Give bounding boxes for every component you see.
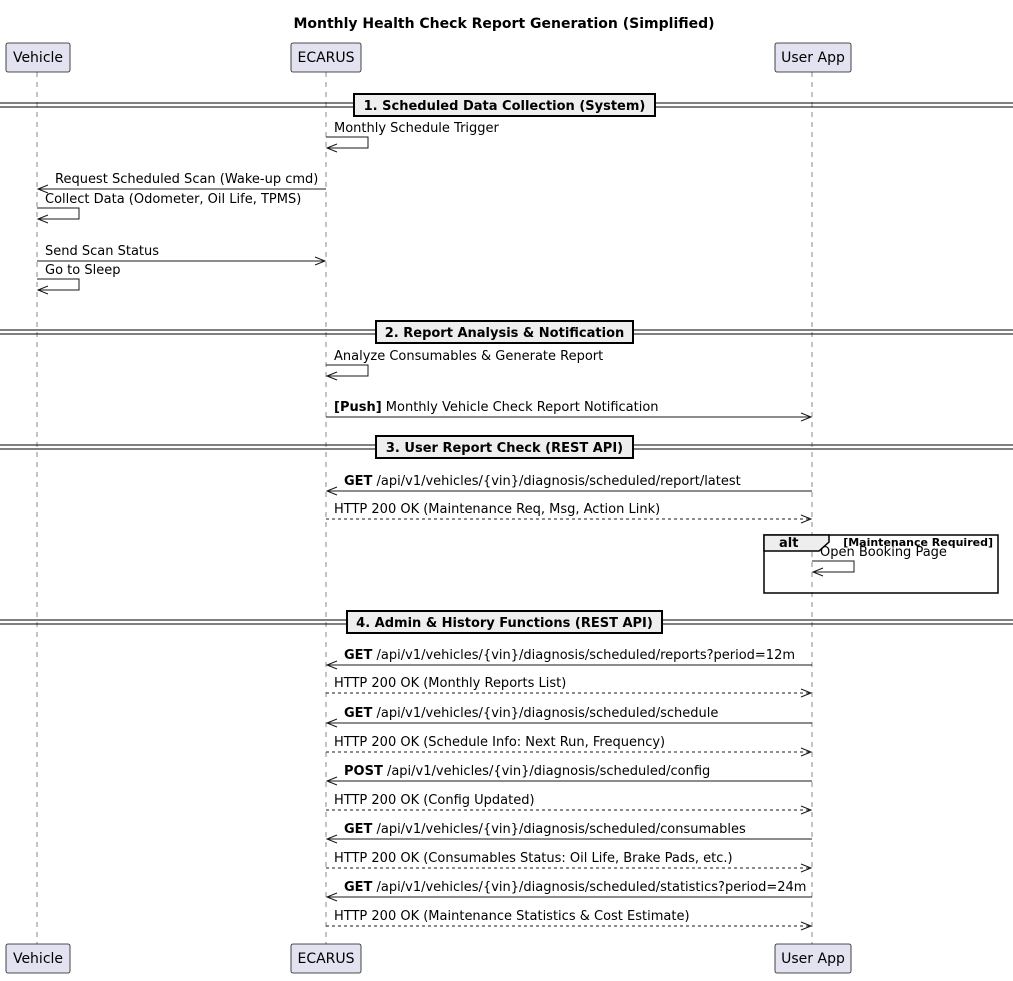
participant-label: User App xyxy=(781,50,845,66)
message-label xyxy=(820,545,947,560)
message-text: Analyze Consumables & Generate Report xyxy=(334,349,604,364)
alt-keyword: alt xyxy=(779,536,799,551)
message-text: Go to Sleep xyxy=(45,263,121,278)
message-label xyxy=(55,172,318,187)
section-label: 1. Scheduled Data Collection (System) xyxy=(363,99,646,114)
message-13 xyxy=(327,706,812,727)
message-label xyxy=(334,851,733,866)
message-label xyxy=(344,764,710,779)
message-text: /api/v1/vehicles/{vin}/diagnosis/scheduled/report/latest xyxy=(372,474,741,489)
alt-fragment xyxy=(764,535,998,593)
message-label xyxy=(334,349,603,364)
message-label xyxy=(45,263,120,278)
message-method: GET xyxy=(344,822,373,837)
alt-condition: [Maintenance Required] xyxy=(843,536,993,549)
message-label xyxy=(344,706,718,721)
message-16 xyxy=(326,793,811,814)
message-text: Request Scheduled Scan (Wake-up cmd) xyxy=(55,172,319,187)
message-text: Open Booking Page xyxy=(820,545,947,560)
participant-label: Vehicle xyxy=(12,951,64,967)
diagram-title: Monthly Health Check Report Generation (Simplified) xyxy=(293,16,715,32)
participant-userapp-bottom xyxy=(775,944,851,973)
message-text: Send Scan Status xyxy=(45,244,160,259)
message-text: HTTP 200 OK (Schedule Info: Next Run, Frequency) xyxy=(334,735,666,750)
participant-userapp-top xyxy=(775,43,851,72)
participant-label: ECARUS xyxy=(297,951,355,967)
message-3 xyxy=(37,192,301,223)
message-label xyxy=(334,400,659,415)
section-divider-4 xyxy=(0,611,1013,633)
message-method: GET xyxy=(344,648,373,663)
message-text: /api/v1/vehicles/{vin}/diagnosis/scheduled/config xyxy=(382,764,711,779)
participant-label: User App xyxy=(781,951,845,967)
section-divider-3 xyxy=(0,436,1013,458)
message-text: /api/v1/vehicles/{vin}/diagnosis/scheduled/statistics?period=24m xyxy=(372,880,807,895)
message-14 xyxy=(326,735,811,756)
message-9 xyxy=(326,502,811,523)
message-label xyxy=(334,502,660,517)
message-label xyxy=(344,474,741,489)
message-text: Monthly Schedule Trigger xyxy=(334,121,499,136)
message-17 xyxy=(327,822,812,843)
message-method: GET xyxy=(344,706,373,721)
message-label xyxy=(344,822,746,837)
message-text: HTTP 200 OK (Config Updated) xyxy=(334,793,535,808)
message-label xyxy=(334,676,566,691)
message-method: GET xyxy=(344,880,373,895)
participant-label: Vehicle xyxy=(12,50,64,66)
message-label xyxy=(45,192,301,207)
message-text: /api/v1/vehicles/{vin}/diagnosis/scheduled/schedule xyxy=(372,706,719,721)
participant-ecarus-bottom xyxy=(291,944,361,973)
message-label xyxy=(344,648,795,663)
message-2 xyxy=(38,172,326,193)
message-20 xyxy=(326,909,811,930)
section-label: 2. Report Analysis & Notification xyxy=(384,326,625,341)
message-10 xyxy=(812,545,947,576)
message-12 xyxy=(326,676,811,697)
message-method: [Push] xyxy=(334,400,382,415)
message-8 xyxy=(327,474,812,495)
message-18 xyxy=(326,851,811,872)
section-divider-2 xyxy=(0,321,1013,343)
message-6 xyxy=(326,349,603,380)
message-text: Collect Data (Odometer, Oil Life, TPMS) xyxy=(45,192,302,207)
message-text: HTTP 200 OK (Maintenance Statistics & Cost Estimate) xyxy=(334,909,690,924)
message-label xyxy=(334,121,500,136)
message-1 xyxy=(326,121,500,152)
section-label: 4. Admin & History Functions (REST API) xyxy=(356,616,653,631)
section-label: 3. User Report Check (REST API) xyxy=(385,441,624,456)
message-5 xyxy=(37,263,120,294)
message-method: GET xyxy=(344,474,373,489)
message-text: HTTP 200 OK (Consumables Status: Oil Life, Brake Pads, etc.) xyxy=(334,851,733,866)
message-label xyxy=(334,735,665,750)
message-text: /api/v1/vehicles/{vin}/diagnosis/scheduled/reports?period=12m xyxy=(372,648,795,663)
participant-vehicle-top xyxy=(6,43,70,72)
participant-label: ECARUS xyxy=(297,50,355,66)
message-label xyxy=(344,880,806,895)
message-text: HTTP 200 OK (Maintenance Req, Msg, Action Link) xyxy=(334,502,661,517)
message-label xyxy=(334,793,535,808)
message-method: POST xyxy=(344,764,383,779)
participant-vehicle-bottom xyxy=(6,944,70,973)
message-19 xyxy=(327,880,812,901)
message-11 xyxy=(327,648,812,669)
message-text: HTTP 200 OK (Monthly Reports List) xyxy=(334,676,567,691)
message-15 xyxy=(327,764,812,785)
section-divider-1 xyxy=(0,94,1013,116)
message-4 xyxy=(37,244,325,265)
message-text: /api/v1/vehicles/{vin}/diagnosis/scheduled/consumables xyxy=(372,822,746,837)
message-label xyxy=(45,244,159,259)
message-text: Monthly Vehicle Check Report Notification xyxy=(381,400,659,415)
message-label xyxy=(334,909,690,924)
message-7 xyxy=(326,400,811,421)
participant-ecarus-top xyxy=(291,43,361,72)
